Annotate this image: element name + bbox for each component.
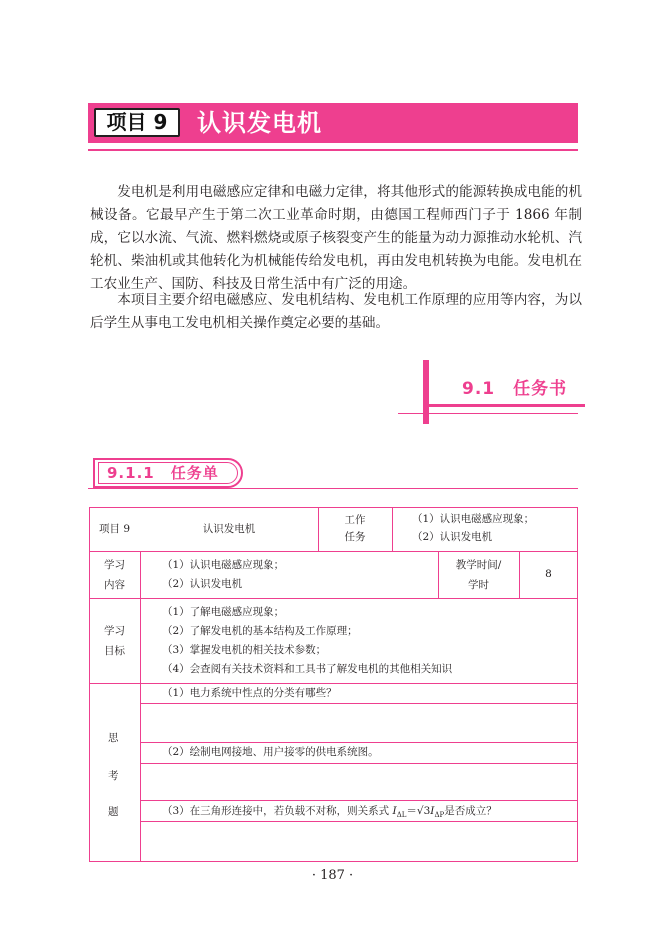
section-title: 9.1 任务书 (462, 379, 568, 399)
section-underline (429, 404, 585, 407)
content-items: （1）认识电磁感应现象； （2）认识发电机 (162, 559, 285, 590)
hours-label: 教学时间/ 学时 (455, 558, 502, 591)
task-label: 工作 任务 (344, 514, 366, 543)
hours-value: 8 (545, 568, 552, 580)
goal-items: （1）了解电磁感应现象； （2）了解发电机的基本结构及工作原理； （3）掌握发电机的相关技术参数； （4）会查阅有关技术资料和工具书了解发电机的其他相关知识 (162, 606, 453, 675)
content-label: 学习 内容 (104, 558, 125, 591)
intro-paragraph-1: 发电机是利用电磁感应定律和电磁力定律，将其他形式的能源转换成电能的机械设备。它最早产生于第二次工业革命时期，由德国工程师西门子于 1866 年制成，它以水流、气流、燃料燃烧或原子核裂变产生的能量为动力源推动水轮机、汽轮机、柴油机或其他转化为机械能传给发电机，再由发电机转换为电能。发电机在工农业生产、国防、科技及日常生活中有广泛的用途。 (90, 184, 582, 292)
task-items: （1）认识电磁感应现象； （2）认识发电机 (412, 513, 535, 543)
question-2: （2）绘制电网接地、用户接零的供电系统图。 (162, 746, 379, 758)
question-1: （1）电力系统中性点的分类有哪些？ (162, 687, 337, 699)
question-3: （3）在三角形连接中，若负载不对称，则关系式 $I_{\Delta L}=√3I_{\Delta P}$是否成立？ (162, 805, 497, 820)
project-number-box: 项目 9 (94, 108, 180, 137)
project-name: 认识发电机 (202, 522, 256, 535)
subsection-rule (88, 488, 578, 489)
goal-label: 学习 目标 (104, 624, 125, 657)
project-title: 认识发电机 (197, 109, 322, 137)
project-label: 项目 9 (98, 522, 131, 535)
task-table (89, 507, 578, 862)
section-accent-bar (423, 360, 429, 424)
think-label: 思 考 题 (108, 732, 119, 818)
banner-underline (88, 149, 578, 151)
intro-paragraph-2: 本项目主要介绍电磁感应、发电机结构、发电机工作原理的应用等内容，为以后学生从事电工发电机相关操作奠定必要的基础。 (90, 292, 582, 331)
section-underline-thin (398, 413, 578, 414)
page-number: · 187 · (311, 868, 354, 883)
subsection-title: 9.1.1 任务单 (107, 464, 219, 482)
